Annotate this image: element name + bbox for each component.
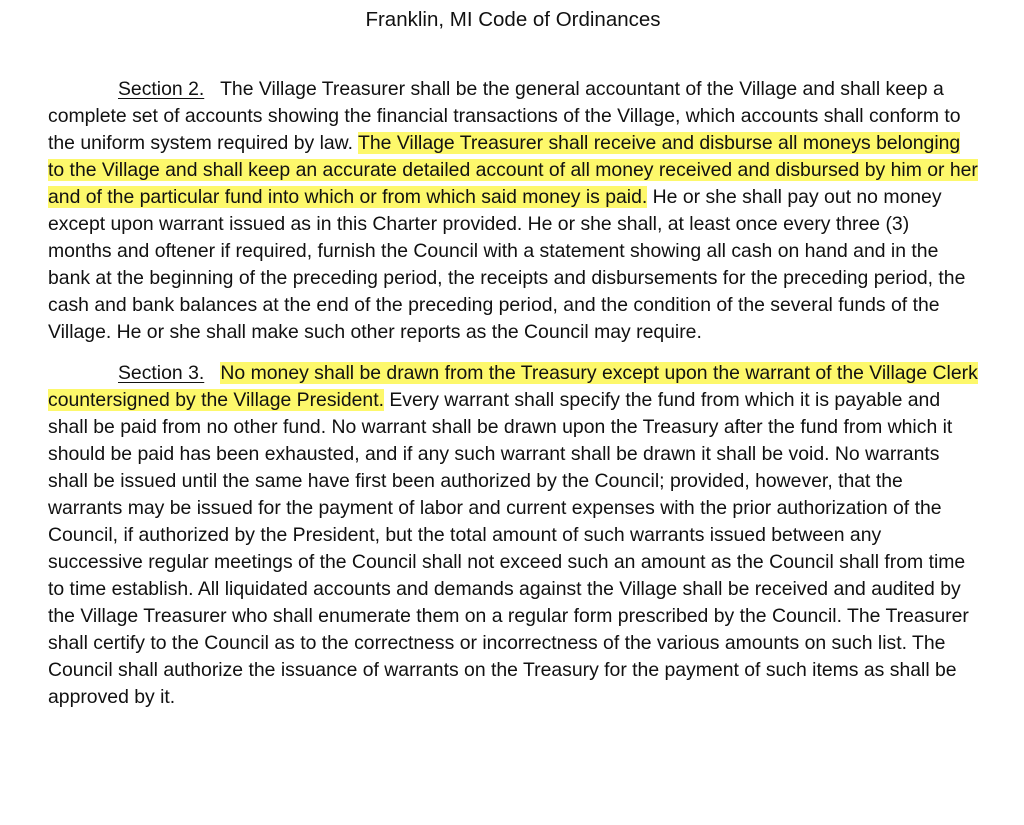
section-3-paragraph xyxy=(48,360,978,711)
section-3-heading: Section 3. xyxy=(118,362,205,384)
section-2-text-before: The Village Treasurer shall be the general accountant of the Village and shall keep a complete set of accounts showing the financial transactions of the Village, which accounts shall conform to the uniform system required by law. xyxy=(48,78,961,154)
section-3-highlighted-text: No money shall be drawn from the Treasury except upon the warrant of the Village Clerk countersigned by the Village President. xyxy=(48,362,978,411)
section-2-heading: Section 2. xyxy=(118,78,205,100)
section-2-text-after: He or she shall pay out no money except upon warrant issued as in this Charter provided. He or she shall, at least once every three (3) months and oftener if required, furnish the Council with a statement showing all cash on hand and in the bank at the beginning of the preceding period, the receipts and disbursements for the preceding period, the cash and bank balances at the end of the preceding period, and the condition of the several funds of the Village. He or she shall make such other reports as the Council may require. xyxy=(48,186,966,343)
section-2-paragraph xyxy=(48,76,978,346)
page-title: Franklin, MI Code of Ordinances xyxy=(365,8,661,31)
section-2-highlighted-text: The Village Treasurer shall receive and disburse all moneys belonging to the Village and shall keep an accurate detailed account of all money received and disbursed by him or her and of the particular fund into which or from which said money is paid. xyxy=(48,132,978,208)
section-3-text-after: Every warrant shall specify the fund from which it is payable and shall be paid from no other fund. No warrant shall be drawn upon the Treasury after the fund from which it should be paid has been exhausted, and if any such warrant shall be drawn it shall be void. No warrants shall be issued until the same have first been authorized by the Council; provided, however, that the warrants may be issued for the payment of labor and current expenses with the prior authorization of the Council, if authorized by the President, but the total amount of such warrants issued between any successive regular meetings of the Council shall not exceed such an amount as the Council shall from time to time establish. All liquidated accounts and demands against the Village shall be received and audited by the Village Treasurer who shall enumerate them on a regular form prescribed by the Council. The Treasurer shall certify to the Council as to the correctness or incorrectness of the various amounts on such list. The Council shall authorize the issuance of warrants on the Treasury for the payment of such items as shall be approved by it. xyxy=(48,389,969,708)
